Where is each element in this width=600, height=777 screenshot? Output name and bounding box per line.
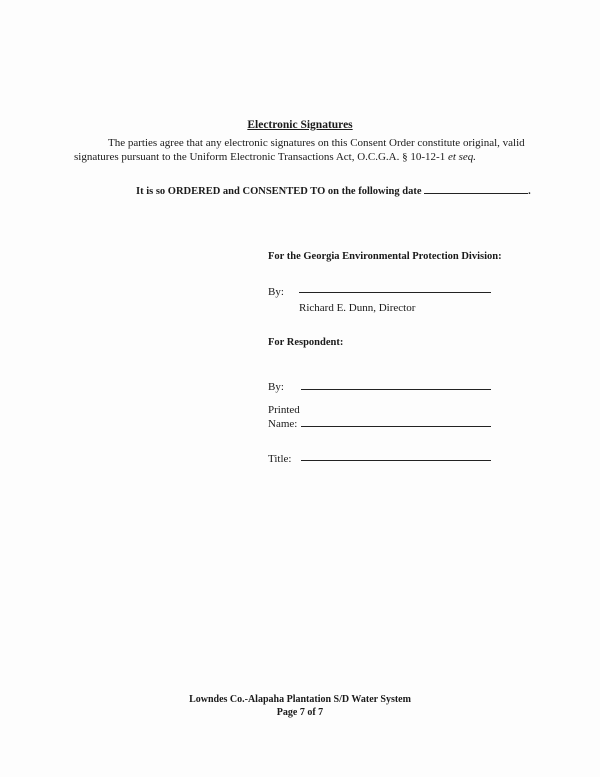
- title-line[interactable]: [301, 460, 491, 461]
- epd-heading: For the Georgia Environmental Protection Division:: [268, 251, 502, 262]
- ordered-statement: It is so ORDERED and CONSENTED TO on the following date .: [136, 186, 531, 197]
- et-seq-italic: et seq.: [447, 151, 477, 163]
- epd-signer-name: Richard E. Dunn, Director: [299, 302, 416, 314]
- title-label: Title:: [268, 453, 292, 465]
- printed-label: Printed: [268, 404, 300, 416]
- respondent-signature-line[interactable]: [301, 389, 491, 390]
- name-label: Name:: [268, 418, 298, 430]
- paragraph-line-2: signatures pursuant to the Uniform Electronic Transactions Act, O.C.G.A. § 10-12-1 et seq.: [74, 151, 477, 163]
- epd-signature-line[interactable]: [299, 292, 491, 293]
- footer-page-number: Page 7 of 7: [276, 707, 324, 718]
- date-line[interactable]: [424, 184, 528, 194]
- respondent-by-label: By:: [268, 381, 284, 393]
- signature-paragraph: [74, 136, 524, 164]
- printed-name-line[interactable]: [301, 426, 491, 427]
- respondent-heading: For Respondent:: [268, 337, 344, 348]
- footer-title: Lowndes Co.-Alapaha Plantation S/D Water System: [189, 694, 411, 705]
- epd-by-label: By:: [268, 286, 284, 298]
- paragraph-line-1: The parties agree that any electronic signatures on this Consent Order constitute original, valid: [108, 137, 525, 149]
- section-heading: Electronic Signatures: [247, 119, 353, 131]
